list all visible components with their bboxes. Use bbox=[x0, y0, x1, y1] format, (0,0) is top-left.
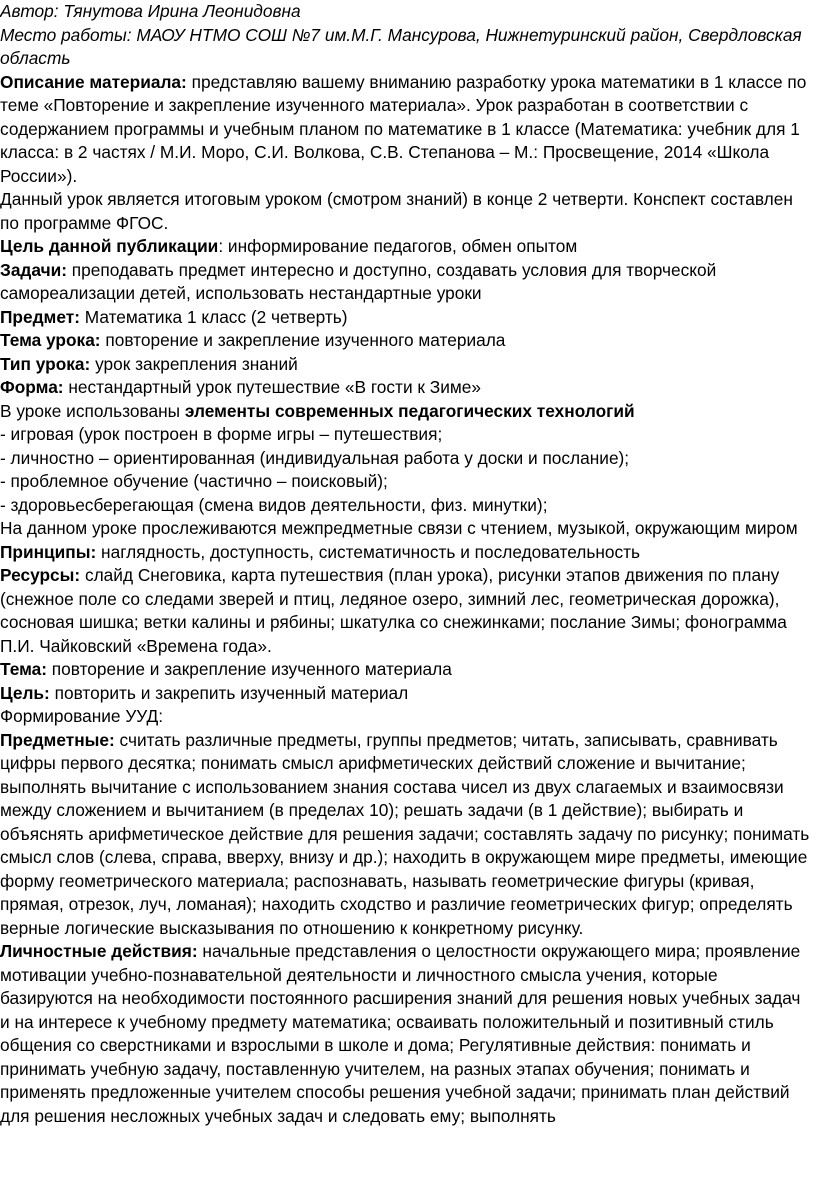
goal-text: повторить и закрепить изученный материал bbox=[49, 682, 409, 703]
technologies-intro: В уроке использованы bbox=[0, 400, 185, 421]
goal-publication-text: : информирование педагогов, обмен опытом bbox=[218, 236, 578, 256]
form-paragraph bbox=[0, 376, 812, 400]
lesson-type-label: Тип урока: bbox=[0, 353, 91, 374]
personal-text: начальные представления о целостности окружающего мира; проявление мотивации учебно-познавательной деятельности и личностного смысла учения, которые базируются на необходимости постоянного расширения знаний для решения новых учебных задач и на интересе к учебному предмету математика; осваивать положительный и позитивный стиль общения со сверстниками и взрослыми в школе и дома; Регулятивные действия: понимать и принимать учебную задачу, поставленную учителем, на разных этапах обучения; понимать и применять предложенные учителем способы решения учебной задачи; принимать план действий для решения несложных учебных задач и следовать ему; выполнять bbox=[0, 941, 801, 1126]
description-paragraph bbox=[0, 71, 812, 189]
description-label: Описание материала: bbox=[0, 71, 187, 92]
principles-label: Принципы: bbox=[0, 541, 97, 562]
uud-heading: Формирование УУД: bbox=[0, 706, 164, 726]
resources-paragraph bbox=[0, 564, 812, 658]
theme-paragraph bbox=[0, 658, 812, 682]
technology-item: - игровая (урок построен в форме игры – путешествия; bbox=[0, 424, 443, 444]
tasks-label: Задачи: bbox=[0, 259, 67, 280]
tasks-text: преподавать предмет интересно и доступно, создавать условия для творческой самореализации детей, использовать нестандартные уроки bbox=[0, 259, 717, 303]
form-text: нестандартный урок путешествие «В гости к Зиме» bbox=[63, 377, 481, 397]
subject-skills-label: Предметные: bbox=[0, 729, 115, 750]
goal-publication-paragraph bbox=[0, 235, 812, 259]
lesson-type-paragraph bbox=[0, 353, 812, 377]
principles-text: наглядность, доступность, систематичность и последовательность bbox=[96, 541, 641, 562]
personal-paragraph bbox=[0, 940, 812, 1128]
goal-paragraph bbox=[0, 682, 812, 706]
theme-text: повторение и закрепление изученного материала bbox=[47, 659, 452, 679]
theme-label: Тема: bbox=[0, 659, 47, 679]
technology-item: - проблемное обучение (частично – поисковый); bbox=[0, 471, 388, 491]
subject-skills-text: считать различные предметы, группы предметов; читать, записывать, сравнивать цифры первого десятка; понимать смысл арифметических действий сложение и вычитание; выполнять вычитание с использованием знания состава чисел из двух слагаемых и взаимосвязи между сложением и вычитанием (в пределах 10); решать задачи (в 1 действие); выбирать и объяснять арифметическое действие для решения задачи; составлять задачу по рисунку; понимать смысл слов (слева, справа, вверху, внизу и др.); находить в окружающем мире предметы, имеющие форму геометрического материала; распознавать, называть геометрические фигуры (кривая, прямая, отрезок, луч, ломаная); находить сходство и различие геометрических фигур; определять верные логические высказывания по отношению к конкретному рисунку. bbox=[0, 729, 810, 938]
description-text: представляю вашему вниманию разработку урока математики в 1 классе по теме «Повторение и закрепление изученного материала». Урок разработан в соответствии с содержанием программы и учебным планом по математике в 1 классе (Математика: учебник для 1 класса: в 2 частях / М.И. Моро, С.И. Волкова, С.В. Степанова – М.: Просвещение, 2014 «Школа России»). bbox=[0, 71, 807, 186]
technology-item: - личностно – ориентированная (индивидуальная работа у доски и послание); bbox=[0, 447, 630, 468]
subject-text: Математика 1 класс (2 четверть) bbox=[79, 306, 348, 327]
final-lesson-paragraph: Данный урок является итоговым уроком (смотром знаний) в конце 2 четверти. Конспект составлен по программе ФГОС. bbox=[0, 189, 793, 233]
technologies-paragraph bbox=[0, 400, 812, 424]
author-line: Автор: Тянутова Ирина Леонидовна bbox=[0, 1, 301, 21]
technology-item: - здоровьесберегающая (смена видов деятельности, физ. минутки); bbox=[0, 494, 548, 515]
subject-paragraph bbox=[0, 306, 812, 330]
personal-label: Личностные действия: bbox=[0, 941, 198, 961]
form-label: Форма: bbox=[0, 377, 64, 397]
lesson-topic-paragraph bbox=[0, 329, 812, 353]
technologies-bold: элементы современных педагогических технологий bbox=[184, 400, 635, 421]
resources-label: Ресурсы: bbox=[0, 565, 81, 585]
lesson-topic-label: Тема урока: bbox=[0, 330, 101, 350]
resources-text: слайд Снеговика, карта путешествия (план урока), рисунки этапов движения по плану (снежное поле со следами зверей и птиц, ледяное озеро, зимний лес, геометрическая дорожка), сосновая шишка; ветки калины и рябины; шкатулка со снежинками; послание Зимы; фонограмма П.И. Чайковский «Времена года». bbox=[0, 565, 787, 656]
tasks-paragraph bbox=[0, 259, 812, 306]
goal-publication-label: Цель данной публикации bbox=[0, 236, 219, 256]
goal-label: Цель: bbox=[0, 682, 50, 703]
principles-paragraph bbox=[0, 541, 812, 565]
links-paragraph: На данном уроке прослеживаются межпредметные связи с чтением, музыкой, окружающим миром bbox=[0, 518, 798, 538]
lesson-topic-text: повторение и закрепление изученного материала bbox=[100, 330, 506, 350]
subject-skills-paragraph bbox=[0, 729, 812, 941]
workplace-line: Место работы: МАОУ НТМО СОШ №7 им.М.Г. Мансурова, Нижнетуринский район, Свердловская область bbox=[0, 24, 802, 68]
lesson-type-text: урок закрепления знаний bbox=[90, 353, 298, 374]
subject-label: Предмет: bbox=[0, 306, 80, 327]
